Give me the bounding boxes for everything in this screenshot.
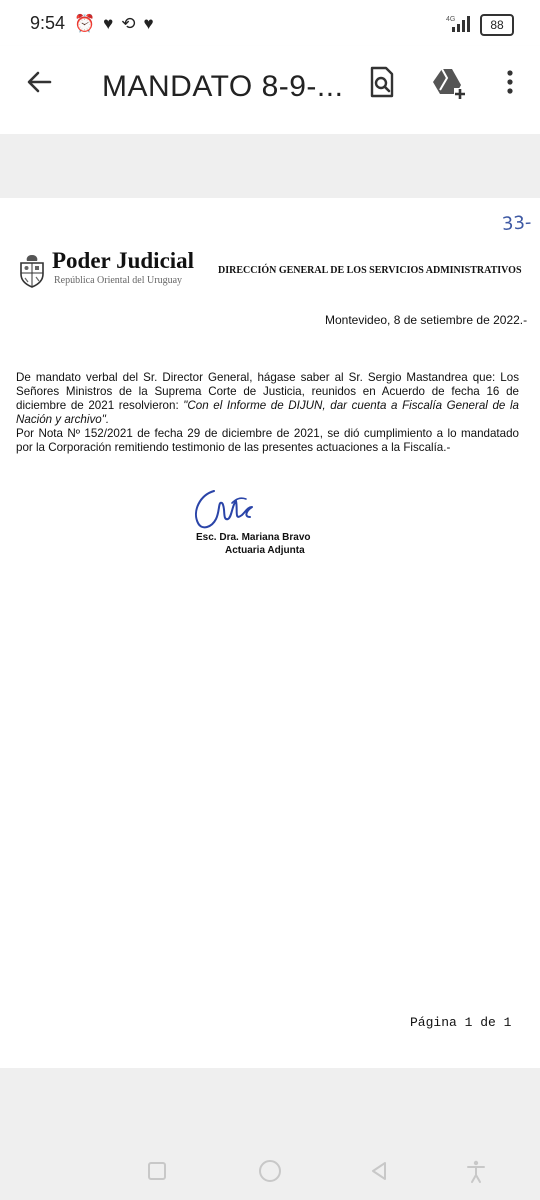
document-date: Montevideo, 8 de setiembre de 2022.-: [325, 313, 528, 327]
drive-add-icon: [430, 64, 466, 100]
battery-icon: 88: [480, 14, 514, 36]
app-bar: [0, 46, 540, 134]
recents-square-icon: [143, 1157, 171, 1185]
system-navigation-bar: [0, 1145, 540, 1200]
handwritten-page-note: 33-: [501, 211, 533, 236]
search-document-icon: [364, 64, 400, 100]
arrow-left-icon: [24, 66, 56, 98]
organization-name: Poder Judicial: [52, 248, 195, 273]
back-nav-button[interactable]: [365, 1157, 393, 1185]
status-time: 9:54: [30, 13, 66, 33]
home-button[interactable]: [256, 1157, 284, 1185]
organization-subtitle: República Oriental del Uruguay: [54, 275, 183, 286]
accessibility-button[interactable]: [462, 1157, 490, 1185]
more-options-button[interactable]: [492, 64, 528, 100]
document-title: MANDATO 8-9-...: [102, 70, 344, 103]
alarm-icon: ⏰: [74, 14, 96, 33]
back-button[interactable]: [24, 66, 56, 98]
signal-icon: [446, 14, 474, 37]
body-paragraph-1: [16, 371, 519, 427]
more-vert-icon: [492, 64, 528, 100]
signer-role: Actuaria Adjunta: [225, 545, 305, 556]
heart-icon: ♥: [143, 14, 154, 33]
page-number: Página 1 de 1: [410, 1015, 512, 1030]
status-bar: [0, 0, 540, 46]
signer-name: Esc. Dra. Mariana Bravo: [196, 532, 311, 543]
document-body: [16, 371, 519, 455]
paragraph-1-intro: De mandato verbal del Sr. Director General, hágase saber al Sr. Sergio Mastandrea que: Los Señores Ministros de la Suprema Corte de Justicia, reunidos en Acuerdo de fecha 16 de diciembre de 2021 resolvieron:: [16, 371, 519, 412]
heart-icon: ♥: [103, 14, 114, 33]
retweet-icon: ⟲: [121, 14, 136, 33]
coat-of-arms-icon: [18, 254, 46, 288]
resolution-quote: "Con el Informe de DIJUN, dar cuenta a Fiscalía General de la Nación y archivo".: [16, 399, 519, 426]
network-type: 4G: [446, 16, 456, 23]
accessibility-icon: [462, 1157, 490, 1185]
back-triangle-icon: [365, 1157, 393, 1185]
body-paragraph-2: Por Nota Nº 152/2021 de fecha 29 de diciembre de 2021, se dió cumplimiento a lo mandatado por la Corporación remitiendo testimonio de las presentes actuaciones a la Fiscalía.-: [16, 427, 519, 454]
document-page[interactable]: [0, 198, 540, 1068]
search-document-button[interactable]: [364, 64, 400, 100]
home-circle-icon: [256, 1157, 284, 1185]
status-notification-icons: [74, 14, 154, 34]
department-heading: DIRECCIÓN GENERAL DE LOS SERVICIOS ADMINISTRATIVOS: [218, 265, 522, 276]
add-to-drive-button[interactable]: [430, 64, 466, 100]
recent-apps-button[interactable]: [143, 1157, 171, 1185]
